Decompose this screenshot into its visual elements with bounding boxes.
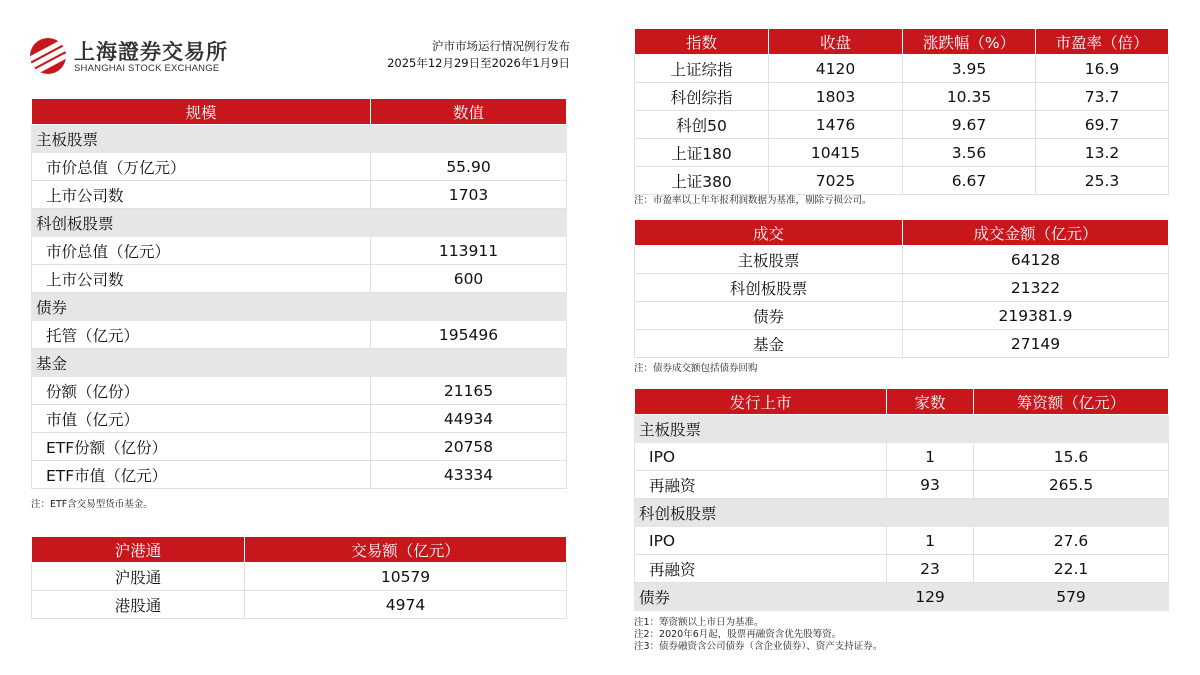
column-header: 沪港通 — [32, 537, 245, 563]
index-pe: 73.7 — [1036, 83, 1169, 111]
section-row — [635, 499, 1169, 527]
index-close: 7025 — [769, 167, 903, 195]
row-value: 1703 — [371, 181, 567, 209]
section-label: 债券 — [32, 293, 567, 321]
issuance-note: 注1：筹资额以上市日为基准。 — [634, 617, 764, 628]
column-header: 发行上市 — [635, 389, 887, 415]
table-row — [635, 527, 1169, 555]
index-name: 上证综指 — [635, 55, 769, 83]
logo-english-name: SHANGHAI STOCK EXCHANGE — [74, 63, 220, 74]
row-label: ETF份额（亿份） — [32, 433, 371, 461]
section-label: 主板股票 — [32, 125, 567, 153]
table-row — [32, 153, 567, 181]
section-row — [32, 293, 567, 321]
turnover-note: 注：债券成交额包括债券回购 — [634, 363, 758, 374]
section-label: 科创板股票 — [32, 209, 567, 237]
column-header: 交易额（亿元） — [245, 537, 567, 563]
table-header-row — [635, 220, 1169, 246]
row-value: 44934 — [371, 405, 567, 433]
table-row — [635, 330, 1169, 358]
table-row — [635, 443, 1169, 471]
row-label: 上市公司数 — [32, 265, 371, 293]
row-amount: 22.1 — [974, 555, 1169, 583]
index-change: 3.95 — [903, 55, 1036, 83]
section-label: 主板股票 — [635, 415, 1169, 443]
row-value: 21165 — [371, 377, 567, 405]
row-label: 债券 — [635, 302, 903, 330]
index-pe: 13.2 — [1036, 139, 1169, 167]
row-value: 43334 — [371, 461, 567, 489]
index-name: 科创50 — [635, 111, 769, 139]
row-value: 219381.9 — [903, 302, 1169, 330]
index-pe: 69.7 — [1036, 111, 1169, 139]
scale-note: 注：ETF含交易型货币基金。 — [31, 499, 153, 510]
row-value: 27149 — [903, 330, 1169, 358]
report-date-range: 2025年12月29日至2026年1月9日 — [387, 56, 570, 70]
table-row — [32, 181, 567, 209]
sse-emblem-icon — [30, 38, 66, 74]
index-close: 10415 — [769, 139, 903, 167]
row-count: 1 — [887, 527, 974, 555]
table-row — [635, 246, 1169, 274]
index-name: 上证380 — [635, 167, 769, 195]
row-value: 55.90 — [371, 153, 567, 181]
index-pe: 16.9 — [1036, 55, 1169, 83]
row-amount: 27.6 — [974, 527, 1169, 555]
section-label: 基金 — [32, 349, 567, 377]
table-row — [635, 55, 1169, 83]
index-pe: 25.3 — [1036, 167, 1169, 195]
column-header: 指数 — [635, 29, 769, 55]
table-header-row — [635, 29, 1169, 55]
index-close: 4120 — [769, 55, 903, 83]
table-row — [32, 433, 567, 461]
connect-table — [31, 536, 567, 619]
section-row — [32, 209, 567, 237]
index-table — [634, 28, 1169, 195]
row-label: IPO — [635, 527, 887, 555]
column-header: 收盘 — [769, 29, 903, 55]
section-row — [32, 349, 567, 377]
table-header-row — [32, 537, 567, 563]
table-row — [635, 111, 1169, 139]
row-label: 再融资 — [635, 471, 887, 499]
row-count: 129 — [887, 583, 974, 611]
index-change: 6.67 — [903, 167, 1036, 195]
table-row — [635, 583, 1169, 611]
row-value: 20758 — [371, 433, 567, 461]
row-label: 市值（亿元） — [32, 405, 371, 433]
section-label: 科创板股票 — [635, 499, 1169, 527]
index-change: 10.35 — [903, 83, 1036, 111]
report-header — [30, 34, 570, 78]
row-label: 上市公司数 — [32, 181, 371, 209]
scale-table — [31, 98, 567, 489]
row-label: 基金 — [635, 330, 903, 358]
row-value: 600 — [371, 265, 567, 293]
table-row — [32, 377, 567, 405]
row-label: 主板股票 — [635, 246, 903, 274]
report-title: 沪市市场运行情况例行发布 — [432, 39, 570, 53]
row-label: IPO — [635, 443, 887, 471]
row-amount: 265.5 — [974, 471, 1169, 499]
table-row — [635, 471, 1169, 499]
table-row — [32, 461, 567, 489]
column-header: 数值 — [371, 99, 567, 125]
issuance-table — [634, 388, 1169, 611]
row-amount: 579 — [974, 583, 1169, 611]
row-value: 113911 — [371, 237, 567, 265]
table-row — [635, 167, 1169, 195]
row-value: 64128 — [903, 246, 1169, 274]
row-count: 1 — [887, 443, 974, 471]
table-row — [32, 321, 567, 349]
table-row — [635, 274, 1169, 302]
issuance-note: 注2：2020年6月起，股票再融资含优先股筹资。 — [634, 629, 842, 640]
row-label: 港股通 — [32, 591, 245, 619]
row-label: 市价总值（万亿元） — [32, 153, 371, 181]
row-value: 21322 — [903, 274, 1169, 302]
table-header-row — [32, 99, 567, 125]
column-header: 规模 — [32, 99, 371, 125]
table-row — [635, 139, 1169, 167]
table-row — [32, 265, 567, 293]
row-label: 债券 — [635, 583, 887, 611]
index-close: 1476 — [769, 111, 903, 139]
index-name: 科创综指 — [635, 83, 769, 111]
section-row — [635, 415, 1169, 443]
row-count: 93 — [887, 471, 974, 499]
row-label: 科创板股票 — [635, 274, 903, 302]
row-label: ETF市值（亿元） — [32, 461, 371, 489]
sse-logo — [30, 36, 230, 76]
column-header: 筹资额（亿元） — [974, 389, 1169, 415]
table-row — [32, 591, 567, 619]
table-header-row — [635, 389, 1169, 415]
row-value: 4974 — [245, 591, 567, 619]
column-header: 涨跌幅（%） — [903, 29, 1036, 55]
row-label: 份额（亿份） — [32, 377, 371, 405]
table-row — [32, 405, 567, 433]
row-value: 195496 — [371, 321, 567, 349]
index-note: 注：市盈率以上年年报利润数据为基准，剔除亏损公司。 — [634, 195, 872, 206]
logo-chinese-name: 上海證券交易所 — [74, 39, 228, 64]
table-row — [32, 237, 567, 265]
table-row — [635, 83, 1169, 111]
column-header: 成交金额（亿元） — [903, 220, 1169, 246]
row-label: 市价总值（亿元） — [32, 237, 371, 265]
turnover-table — [634, 219, 1169, 358]
column-header: 家数 — [887, 389, 974, 415]
issuance-note: 注3：债券融资含公司债券（含企业债券）、资产支持证券。 — [634, 641, 883, 652]
column-header: 市盈率（倍） — [1036, 29, 1169, 55]
index-name: 上证180 — [635, 139, 769, 167]
row-label: 托管（亿元） — [32, 321, 371, 349]
row-amount: 15.6 — [974, 443, 1169, 471]
table-row — [635, 302, 1169, 330]
index-change: 3.56 — [903, 139, 1036, 167]
row-label: 再融资 — [635, 555, 887, 583]
row-value: 10579 — [245, 563, 567, 591]
table-row — [32, 563, 567, 591]
table-row — [635, 555, 1169, 583]
index-close: 1803 — [769, 83, 903, 111]
column-header: 成交 — [635, 220, 903, 246]
row-label: 沪股通 — [32, 563, 245, 591]
index-change: 9.67 — [903, 111, 1036, 139]
row-count: 23 — [887, 555, 974, 583]
section-row — [32, 125, 567, 153]
